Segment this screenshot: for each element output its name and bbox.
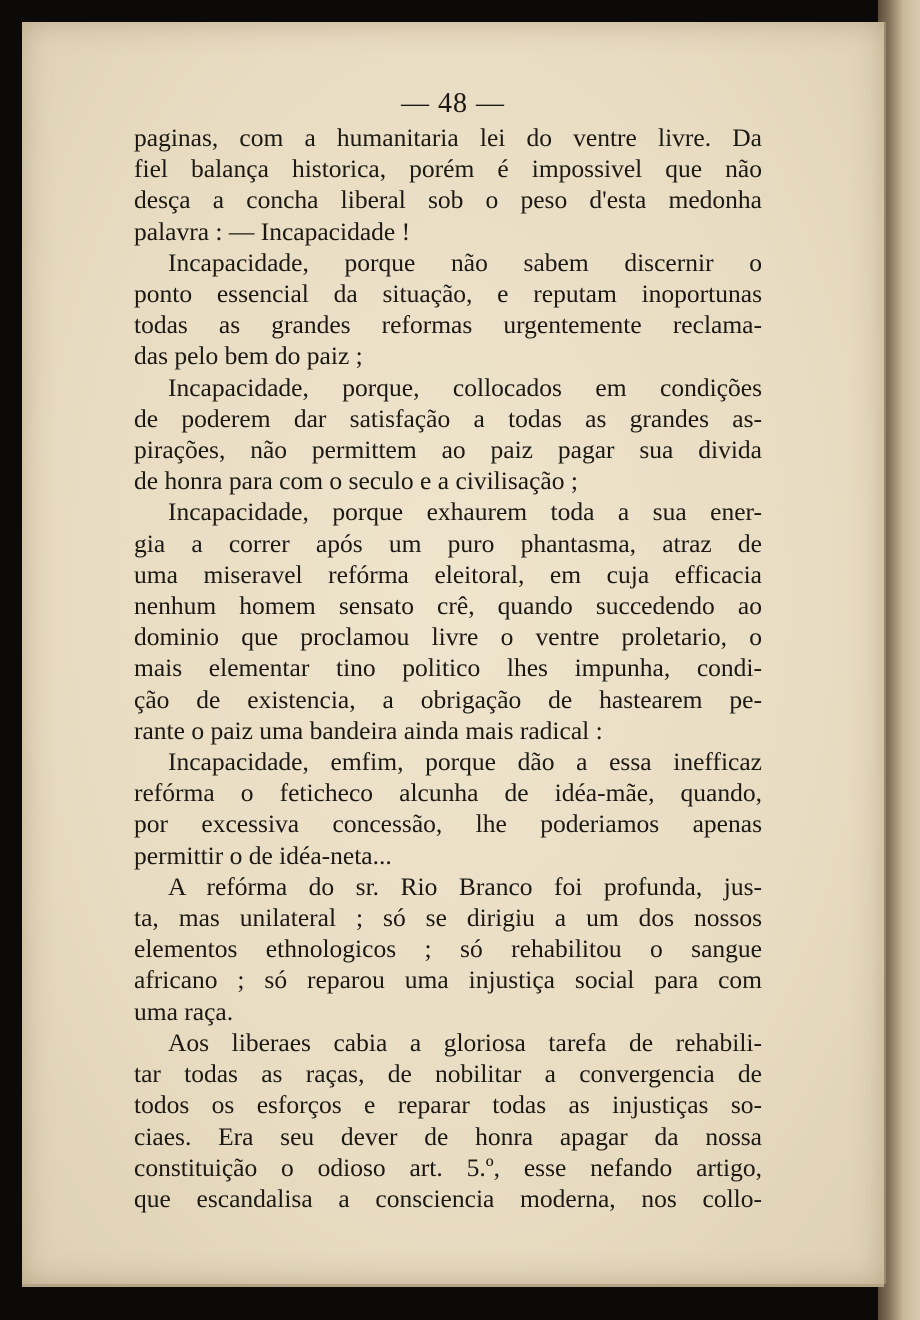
text-line: por excessiva concessão, lhe poderiamos apenas: [134, 809, 762, 839]
text-line: africano ; só reparou uma injustiça social para com: [134, 965, 762, 995]
text-line: que escandalisa a consciencia moderna, nos collo-: [134, 1183, 762, 1213]
text-line: ponto essencial da situação, e reputam inoportunas: [134, 279, 762, 309]
text-line: Aos liberaes cabia a gloriosa tarefa de rehabili-: [168, 1027, 762, 1057]
text-line: ta, mas unilateral ; só se dirigiu a um dos nossos: [134, 903, 762, 933]
text-line: Incapacidade, porque não sabem discernir o: [168, 247, 762, 277]
text-line: dominio que proclamou livre o ventre proletario, o: [134, 622, 762, 652]
text-line: das pelo bem do paiz ;: [134, 341, 363, 371]
text-line: de honra para com o seculo e a civilisação ;: [134, 466, 578, 496]
text-line: ciaes. Era seu dever de honra apagar da nossa: [134, 1121, 762, 1151]
text-line: nenhum homem sensato crê, quando succedendo ao: [134, 591, 762, 621]
text-line: desça a concha liberal sob o peso d'esta medonha: [134, 185, 762, 215]
text-line: rante o paiz uma bandeira ainda mais radical :: [134, 715, 603, 745]
text-line: Incapacidade, porque, collocados em condições: [168, 372, 762, 402]
text-line: Incapacidade, emfim, porque dão a essa inefficaz: [168, 747, 762, 777]
text-line: pirações, não permittem ao paiz pagar sua divida: [134, 435, 762, 465]
text-line: todas as grandes reformas urgentemente reclama-: [134, 310, 762, 340]
book-page: [22, 22, 886, 1284]
text-line: uma miseravel refórma eleitoral, em cuja efficacia: [134, 559, 762, 589]
text-line: A refórma do sr. Rio Branco foi profunda, jus-: [168, 871, 762, 901]
text-line: fiel balança historica, porém é impossivel que não: [134, 154, 762, 184]
text-line: permittir o de idéa-neta...: [134, 840, 392, 870]
body-text: [134, 122, 762, 1214]
text-line: de poderem dar satisfação a todas as grandes as-: [134, 403, 762, 433]
text-line: tar todas as raças, de nobilitar a convergencia de: [134, 1059, 762, 1089]
page-number: — 48 —: [401, 88, 505, 119]
text-line: refórma o feticheco alcunha de idéa-mãe, quando,: [134, 778, 762, 808]
text-line: elementos ethnologicos ; só rehabilitou o sangue: [134, 934, 762, 964]
text-line: mais elementar tino politico lhes impunha, condi-: [134, 653, 762, 683]
text-line: paginas, com a humanitaria lei do ventre livre. Da: [134, 123, 762, 152]
text-line: ção de existencia, a obrigação de hastearem pe-: [134, 684, 762, 714]
page-bottom-edge: [22, 1284, 884, 1287]
text-line: palavra : — Incapacidade !: [134, 216, 411, 246]
text-line: todos os esforços e reparar todas as injustiças so-: [134, 1090, 762, 1120]
text-line: gia a correr após um puro phantasma, atraz de: [134, 528, 762, 558]
text-line: uma raça.: [134, 996, 234, 1026]
text-line: Incapacidade, porque exhaurem toda a sua ener-: [168, 497, 762, 527]
text-line: constituição o odioso art. 5.º, esse nefando artigo,: [134, 1152, 762, 1182]
